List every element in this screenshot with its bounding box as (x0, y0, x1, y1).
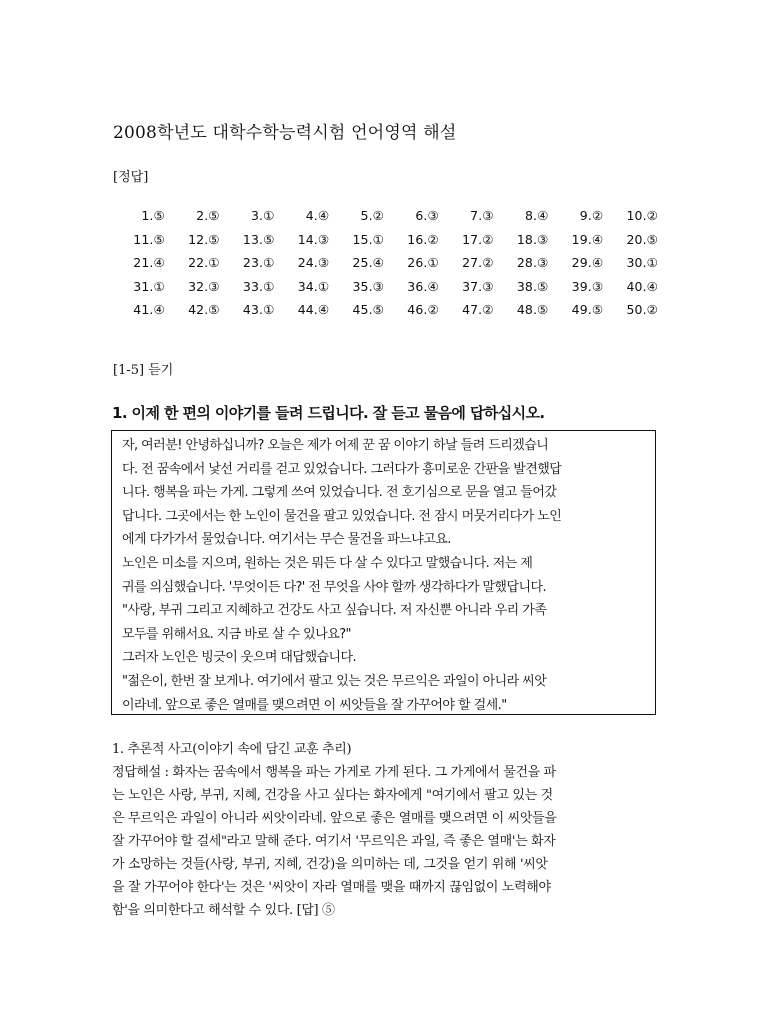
answer-cell: 5.② (360, 208, 384, 224)
answer-cell: 30.① (626, 255, 658, 271)
answer-cell: 49.⑤ (571, 302, 604, 318)
passage-line: "사랑, 부귀 그리고 지혜하고 건강도 사고 싶습니다. 저 자신뿐 아니라 우리 가족 (122, 603, 547, 619)
answer-cell: 11.⑤ (133, 231, 165, 247)
answer-cell: 7.③ (470, 208, 494, 224)
answer-cell: 4.④ (305, 208, 330, 224)
answer-cell: 36.④ (407, 278, 439, 294)
passage-line: 니다. 행복을 파는 가게. 그렇게 쓰여 있었습니다. 전 호기심으로 문을 열고 들어갔 (122, 485, 557, 501)
answer-cell: 39.③ (571, 278, 604, 294)
answer-cell: 41.④ (133, 302, 165, 318)
answer-cell: 2.⑤ (196, 208, 220, 224)
passage-line: 답니다. 그곳에서는 한 노인이 물건을 팔고 있었습니다. 전 잠시 머뭇거리다가 노인 (122, 508, 562, 524)
answer-cell: 12.⑤ (188, 231, 220, 247)
answer-cell: 18.③ (516, 231, 549, 247)
answer-row (110, 251, 658, 275)
answer-cell: 8.④ (524, 208, 549, 224)
answer-cell: 1.⑤ (141, 208, 165, 224)
passage-line: 에게 다가가서 물었습니다. 여기서는 무슨 물건을 파느냐고요. (122, 532, 451, 548)
passage-line: 귀를 의심했습니다. '무엇이든 다?' 전 무엇을 사야 할까 생각하다가 말했답니다. (122, 579, 547, 595)
answer-cell: 26.① (407, 255, 439, 271)
answer-row (110, 298, 658, 322)
answer-cell: 44.④ (297, 302, 330, 318)
answer-row (110, 228, 658, 252)
answer-cell: 40.④ (626, 278, 658, 294)
answer-cell: 46.② (407, 302, 439, 318)
explanation-line: 가 소망하는 것들(사랑, 부귀, 지혜, 건강)을 의미하는 데, 그것을 얻기 위해 '씨앗 (112, 857, 548, 872)
passage-line: 자, 여러분! 안녕하십니까? 오늘은 제가 어제 꾼 꿈 이야기 하날 들려 드리겠습니 (122, 438, 549, 453)
explanation-line: 함'을 의미한다고 해석할 수 있다. [답] ⑤ (112, 903, 335, 918)
passage-line: 그러자 노인은 빙긋이 웃으며 대답했습니다. (122, 650, 357, 666)
explanation-heading: 1. 추론적 사고(이야기 속에 담긴 교훈 추리) (112, 742, 352, 757)
answer-cell: 13.⑤ (242, 231, 275, 247)
answer-cell: 47.② (462, 302, 494, 318)
passage-line: "젊은이, 한번 잘 보게나. 여기에서 팔고 있는 것은 무르익은 과일이 아니라 씨앗 (122, 673, 547, 689)
answer-cell: 50.② (626, 302, 658, 318)
answer-cell: 22.① (188, 255, 220, 271)
answer-table (110, 204, 658, 322)
passage-line: 모두를 위해서요. 지금 바로 살 수 있나요?" (122, 626, 351, 642)
answer-cell: 48.⑤ (516, 302, 549, 318)
answer-cell: 16.② (407, 231, 439, 247)
passage-line: 이라네. 앞으로 좋은 열매를 맺으려면 이 씨앗들을 잘 가꾸어야 할 걸세." (122, 697, 507, 713)
answer-cell: 45.⑤ (352, 302, 384, 318)
answer-cell: 20.⑤ (626, 231, 658, 247)
answer-cell: 33.① (242, 278, 275, 294)
question-prompt: 1. 이제 한 편의 이야기를 들려 드립니다. 잘 듣고 물음에 답하십시오. (112, 404, 545, 422)
answer-cell: 42.⑤ (188, 302, 220, 318)
answer-cell: 37.③ (462, 278, 494, 294)
answer-cell: 23.① (242, 255, 275, 271)
document-title: 2008학년도 대학수학능력시험 언어영역 해설 (113, 123, 457, 143)
answer-cell: 17.② (462, 231, 494, 247)
answer-cell: 9.② (579, 208, 604, 224)
answers-label: [정답] (113, 170, 149, 185)
answer-cell: 24.③ (297, 255, 330, 271)
answer-cell: 14.③ (297, 231, 330, 247)
answer-cell: 21.④ (133, 255, 165, 271)
answer-cell: 31.① (133, 278, 165, 294)
explanation-line: 을 잘 가꾸어야 한다'는 것은 '씨앗이 자라 열매를 맺을 때까지 끊임없이 노력해야 (112, 880, 551, 895)
passage-line: 노인은 미소를 지으며, 원하는 것은 뭐든 다 살 수 있다고 말했습니다. 저는 제 (122, 555, 533, 571)
answer-cell: 38.⑤ (516, 278, 549, 294)
answer-cell: 6.③ (415, 208, 439, 224)
answer-row (110, 275, 658, 299)
answer-cell: 25.④ (352, 255, 384, 271)
answer-cell: 32.③ (188, 278, 220, 294)
explanation-line: 은 무르익은 과일이 아니라 씨앗이라네. 앞으로 좋은 열매를 맺으려면 이 씨앗들을 (112, 811, 557, 826)
explanation-line: 정답해설 : 화자는 꿈속에서 행복을 파는 가게로 가게 된다. 그 가게에서 물건을 파 (112, 765, 556, 780)
answer-cell: 35.③ (352, 278, 384, 294)
section-heading: [1-5] 듣기 (113, 363, 174, 378)
answer-cell: 34.① (297, 278, 330, 294)
explanation-block (112, 738, 660, 922)
passage-line: 다. 전 꿈속에서 낯선 거리를 걷고 있었습니다. 그러다가 흥미로운 간판을 발견했답 (122, 461, 562, 477)
answer-row (110, 204, 658, 228)
answer-cell: 27.② (462, 255, 494, 271)
answer-cell: 10.② (626, 208, 658, 224)
answer-cell: 29.④ (571, 255, 604, 271)
passage-box (111, 430, 656, 715)
answer-cell: 15.① (352, 231, 384, 247)
answer-cell: 43.① (242, 302, 275, 318)
answer-cell: 19.④ (571, 231, 604, 247)
explanation-line: 잘 가꾸어야 할 걸세"라고 말해 준다. 여기서 '무르익은 과일, 즉 좋은 열매'는 화자 (112, 834, 556, 849)
explanation-line: 는 노인은 사랑, 부귀, 지혜, 건강을 사고 싶다는 화자에게 "여기에서 팔고 있는 것 (112, 788, 553, 803)
answer-cell: 28.③ (516, 255, 549, 271)
answer-cell: 3.① (250, 208, 275, 224)
